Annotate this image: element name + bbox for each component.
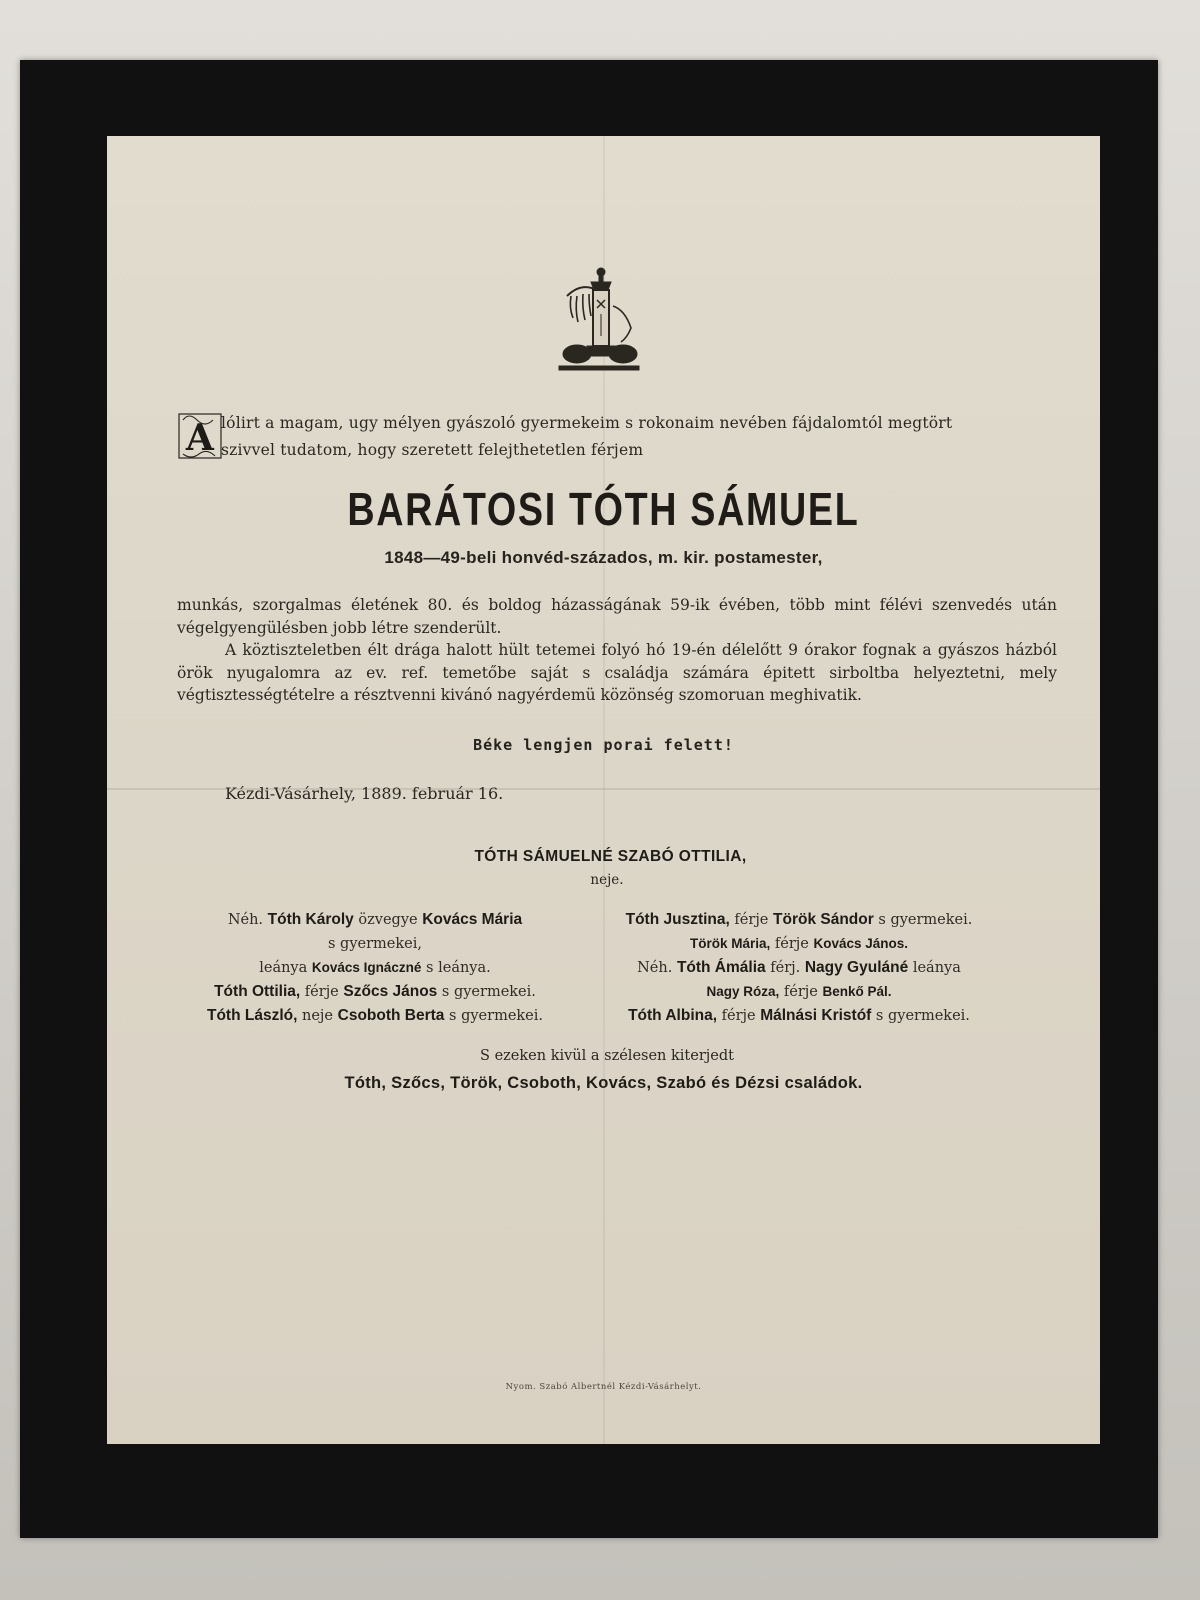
- extended-family-intro: S ezeken kivül a szélesen kiterjedt: [480, 1048, 734, 1064]
- decorative-initial-icon: [177, 410, 223, 462]
- mourner-row: Néh. Tóth Károly özvegye Kovács Mária: [227, 911, 523, 928]
- opening-line-1: lólirt a magam, ugy mélyen gyászoló gyermekeim s rokonaim nevében fájdalomtól megtört: [221, 414, 953, 432]
- paragraph-funeral: A köztiszteletben élt drága halott hült tetemei folyó hó 19-én délelőtt 9 órakor fognak a gyászos házból örök nyugalomra az ev. ref. temetőbe saját s családja számára épitett sirboltba helyeztetni, mely végtisztességtételre a résztvenni kivánó nagyérdemü közönség szomoruan meghivatik.: [177, 641, 1057, 704]
- mourner-row: s gyermekei,: [328, 936, 422, 952]
- deceased-name: BARÁTOSI TÓTH SÁMUEL: [347, 483, 860, 535]
- obituary-sheet: [107, 136, 1100, 1444]
- peace-blessing: Béke lengjen porai felett!: [473, 736, 734, 754]
- memorial-urn-icon: [557, 266, 641, 372]
- mourner-row: Tóth László, neje Csoboth Berta s gyermekei.: [206, 1007, 544, 1024]
- mourner-row: Tóth Ottilia, férje Szőcs János s gyermekei.: [214, 983, 536, 1000]
- announcement-body: [177, 594, 1057, 707]
- mourners-right-column: [589, 908, 1009, 1028]
- deceased-rank: 1848—49-beli honvéd-százados, m. kir. postamester,: [384, 548, 823, 567]
- mourners-left-column: [165, 908, 585, 1028]
- mourner-row: leánya Kovács Ignáczné s leánya.: [259, 960, 491, 976]
- paragraph-life: munkás, szorgalmas életének 80. és boldog házasságának 59-ik évében, több mint félévi szenvedés után végelgyengülésben jobb létre szenderült.: [177, 596, 1057, 637]
- family-names: Tóth, Szőcs, Török, Csoboth, Kovács, Szabó és Dézsi családok.: [344, 1074, 863, 1092]
- mourner-row: Tóth Albina, férje Málnási Kristóf s gyermekei.: [628, 1007, 970, 1024]
- mourner-row: Tóth Jusztina, férje Török Sándor s gyermekei.: [625, 911, 973, 928]
- widow-name: TÓTH SÁMUELNÉ SZABÓ OTTILIA,: [474, 848, 747, 865]
- svg-text:A: A: [185, 417, 215, 459]
- mourner-row: Nagy Róza, férje Benkő Pál.: [706, 984, 892, 1000]
- widow-relation: neje.: [590, 872, 624, 888]
- opening-line-2: szivvel tudatom, hogy szeretett felejthetetlen férjem: [221, 441, 644, 459]
- printer-imprint: Nyom. Szabó Albertnél Kézdi-Vásárhelyt.: [505, 1382, 702, 1392]
- mourner-row: Török Mária, férje Kovács János.: [689, 936, 908, 952]
- mourner-row: Néh. Tóth Ámália férj. Nagy Gyuláné leánya: [637, 959, 961, 976]
- dateline: Kézdi-Vásárhely, 1889. február 16.: [225, 784, 504, 803]
